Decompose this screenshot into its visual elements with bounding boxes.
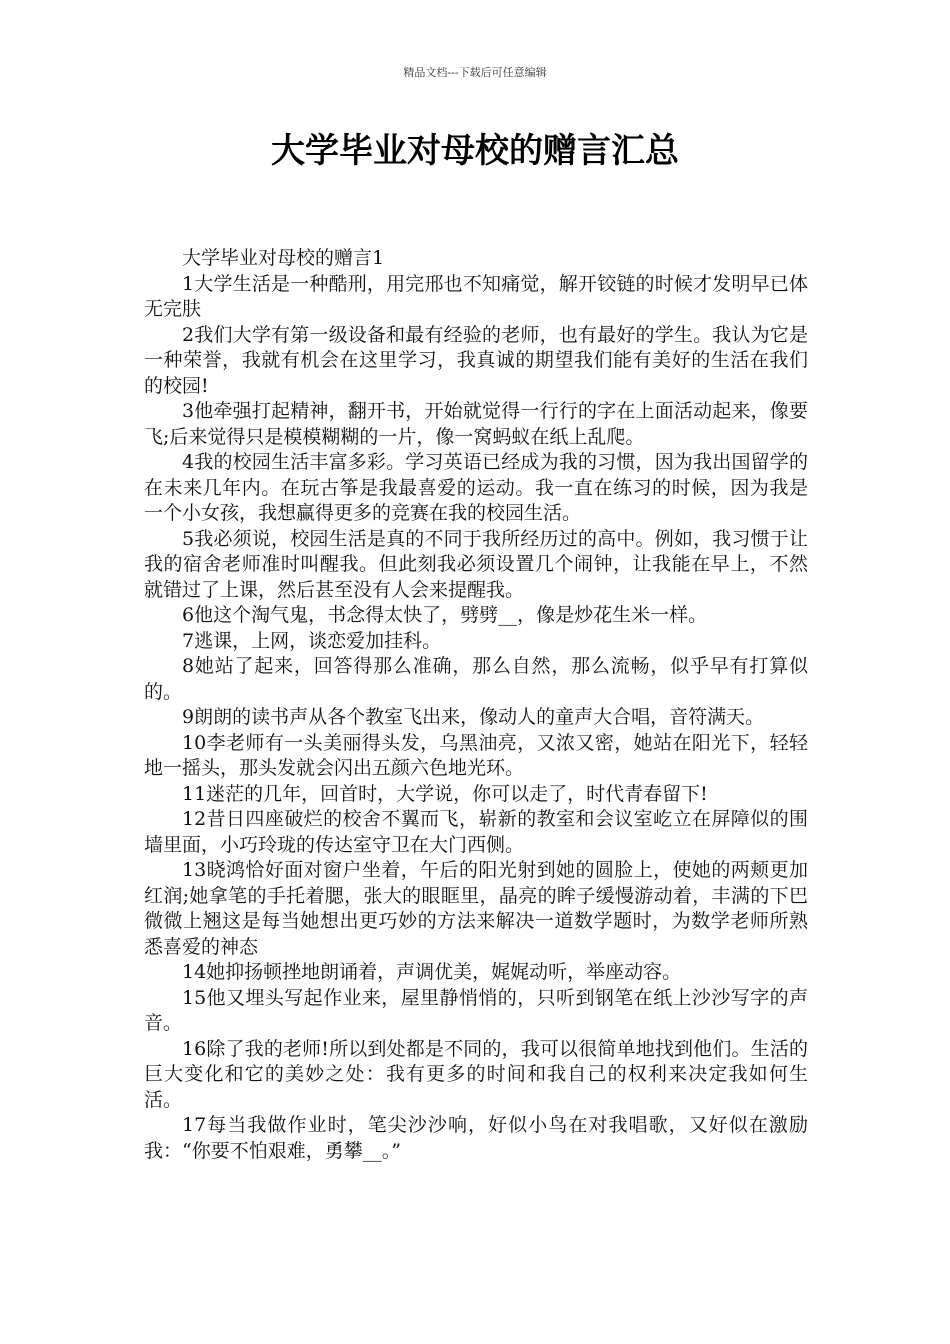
paragraph-6: 6他这个淘气鬼，书念得太快了，劈劈__，像是炒花生米一样。	[182, 604, 708, 626]
paragraph-16: 16除了我的老师!所以到处都是不同的，我可以很简单地找到他们。生活的巨大变化和它的美妙之处：我有更多的时间和我自己的权利来决定我如何生活。	[144, 1037, 808, 1111]
header-note: 精品文档---下载后可任意编辑	[403, 66, 547, 79]
paragraph-13: 13晓鸿恰好面对窗户坐着，午后的阳光射到她的圆脸上，使她的两颊更加红润;她拿笔的手托着腮，张大的眼眶里，晶亮的眸子缓慢游动着，丰满的下巴微微上翘这是每当她想出更巧妙的方法来解决一道数学题时，为数学老师所熟悉喜爱的神态	[144, 859, 808, 958]
paragraph-17: 17每当我做作业时，笔尖沙沙响，好似小鸟在对我唱歌，又好似在激励我：“你要不怕艰难，勇攀__。”	[144, 1114, 808, 1162]
paragraph-2: 2我们大学有第一级设备和最有经验的老师，也有最好的学生。我认为它是一种荣誉，我就有机会在这里学习，我真诚的期望我们能有美好的生活在我们的校园!	[144, 323, 808, 397]
paragraph-1: 1大学生活是一种酷刑，用完邢也不知痛觉，解开铰链的时候才发明早已体无完肤	[144, 272, 808, 320]
paragraph-14: 14她抑扬顿挫地朗诵着，声调优美，娓娓动听，举座动容。	[182, 961, 682, 983]
paragraph-12: 12昔日四座破烂的校舍不翼而飞，崭新的教室和会议室屹立在屏障似的围墙里面，小巧玲珑的传达室守卫在大门西侧。	[144, 808, 808, 856]
paragraph-10: 10李老师有一头美丽得头发，乌黑油亮，又浓又密，她站在阳光下，轻轻地一摇头，那头发就会闪出五颜六色地光环。	[144, 731, 808, 779]
paragraph-4: 4我的校园生活丰富多彩。学习英语已经成为我的习惯，因为我出国留学的在未来几年内。在玩古筝是我最喜爱的运动。我一直在练习的时候，因为我是一个小女孩，我想赢得更多的竞赛在我的校园生活。	[144, 451, 808, 524]
paragraph-8: 8她站了起来，回答得那么准确，那么自然，那么流畅，似乎早有打算似的。	[144, 655, 808, 703]
paragraph-3: 3他牵强打起精神，翻开书，开始就觉得一行行的字在上面活动起来，像要飞;后来觉得只是模模糊糊的一片，像一窝蚂蚁在纸上乱爬。	[144, 400, 808, 448]
paragraph-11: 11迷茫的几年，回首时，大学说，你可以走了，时代青春留下!	[182, 782, 708, 805]
paragraph-5: 5我必须说，校园生活是真的不同于我所经历过的高中。例如，我习惯于让我的宿舍老师准时叫醒我。但此刻我必须设置几个闹钟，让我能在早上，不然就错过了上课，然后甚至没有人会来提醒我。	[144, 527, 808, 601]
paragraph-15: 15他又埋头写起作业来，屋里静悄悄的，只听到钢笔在纸上沙沙写字的声音。	[144, 986, 808, 1034]
paragraph-7: 7逃课，上网，谈恋爱加挂科。	[182, 629, 442, 652]
section-heading: 大学毕业对母校的赠言1	[182, 247, 385, 269]
document-title: 大学毕业对母校的赠言汇总	[271, 131, 679, 171]
paragraph-9: 9朗朗的读书声从各个教室飞出来，像动人的童声大合唱，音符满天。	[182, 706, 765, 728]
document-body	[144, 246, 808, 1164]
